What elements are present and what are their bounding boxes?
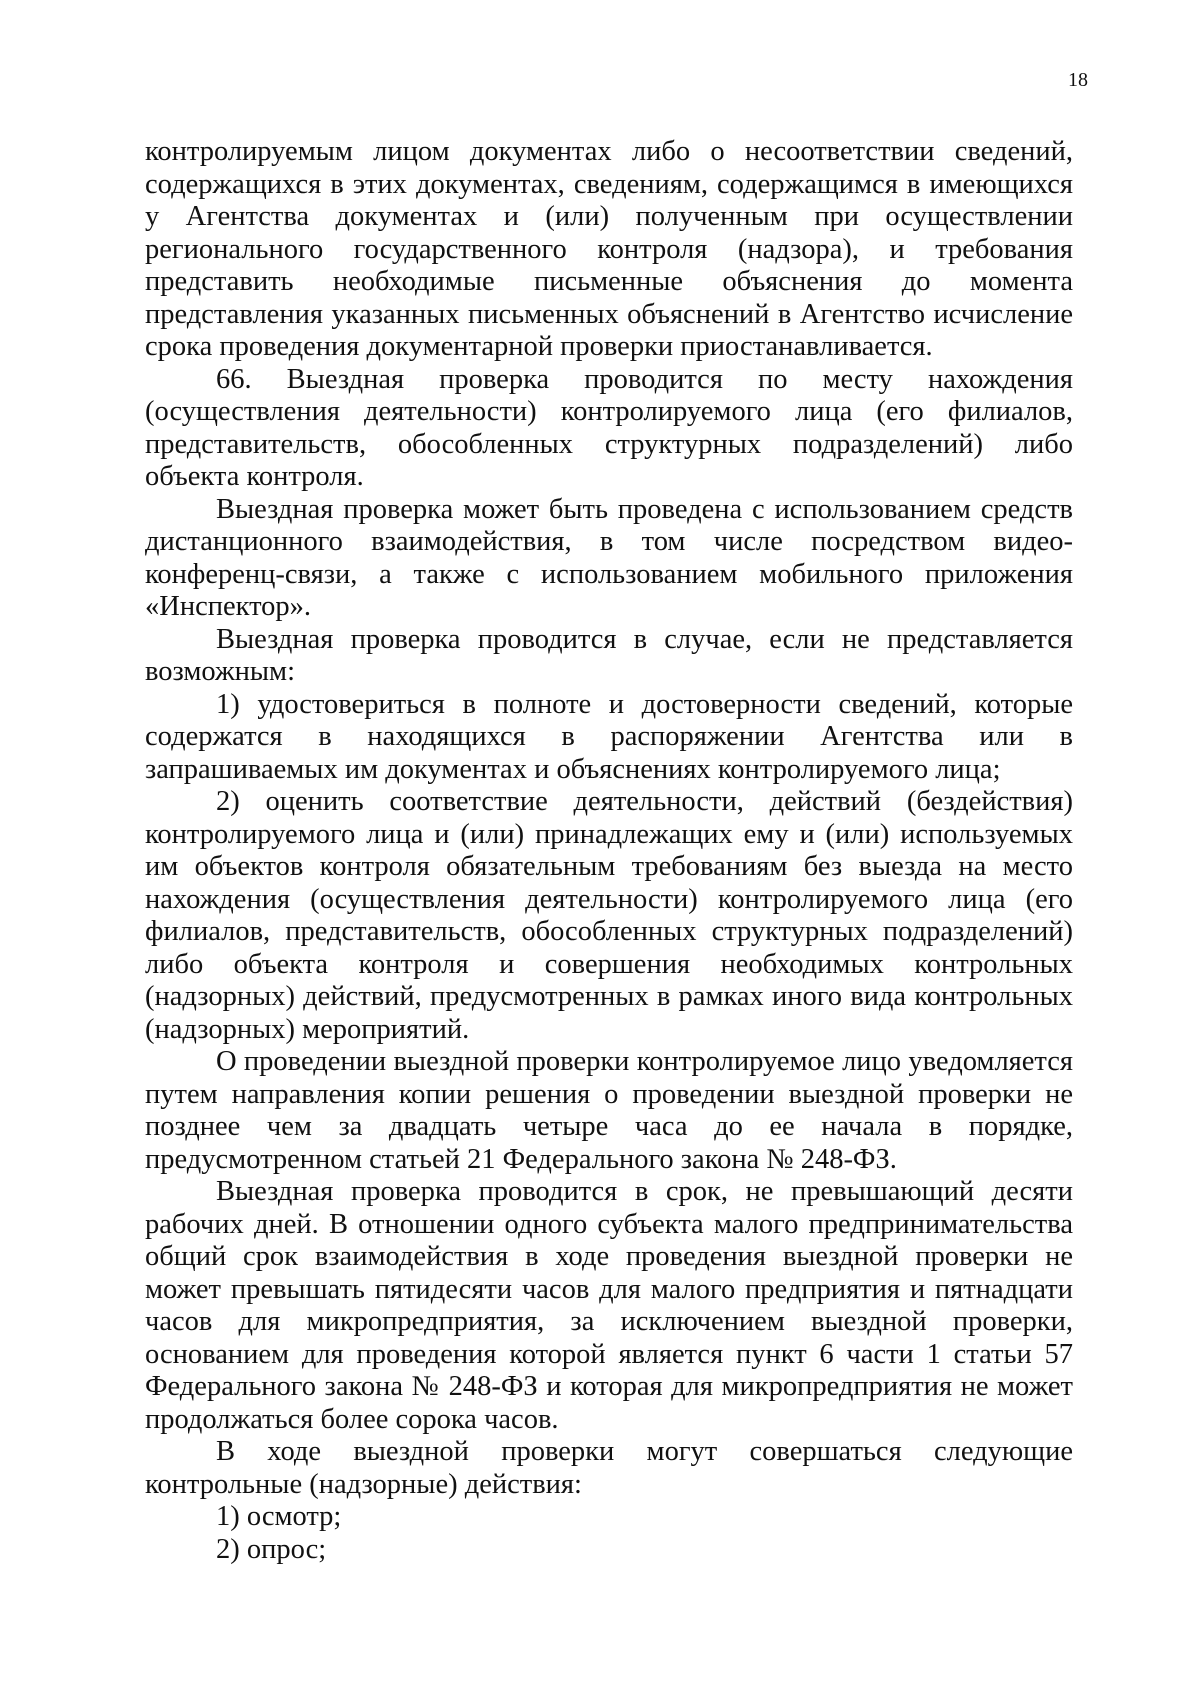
- page-number: 18: [1068, 69, 1088, 91]
- paragraph-item-66: 66. Выездная проверка проводится по месту нахождения (осуществления деятельности) контролируемого лица (его филиалов, представительств, обособленных структурных подразделений) либо объекта контроля.: [145, 363, 1073, 492]
- paragraph-condition-1: 1) удостовериться в полноте и достоверности сведений, которые содержатся в находящихся в распоряжении Агентства или в запрашиваемых им документах и объяснениях контролируемого лица;: [145, 688, 1073, 785]
- paragraph-notification: О проведении выездной проверки контролируемое лицо уведомляется путем направления копии решения о проведении выездной проверки не позднее чем за двадцать четыре часа до ее начала в порядке, предусмотренном статьей 21 Федерального закона № 248-ФЗ.: [145, 1046, 1073, 1175]
- paragraph-duration: Выездная проверка проводится в срок, не превышающий десяти рабочих дней. В отношении одного субъекта малого предпринимательства общий срок взаимодействия в ходе проведения выездной проверки не может превышать пятидесяти часов для малого предприятия и пятнадцати часов для микропредприятия, за исключением выездной проверки, основанием для проведения которой является пункт 6 части 1 статьи 57 Федерального закона № 248-ФЗ и которая для микропредприятия не может продолжаться более сорока часов.: [145, 1176, 1073, 1435]
- list-item-inspection: 1) осмотр;: [216, 1501, 342, 1532]
- paragraph-condition-2: 2) оценить соответствие деятельности, действий (бездействия) контролируемого лица и (или) принадлежащих ему и (или) используемых им объектов контроля обязательным требованиям без выезда на место нахождения (осуществления деятельности) контролируемого лица (его филиалов, представительств, обособленных структурных подразделений) либо объекта контроля и совершения необходимых контрольных (надзорных) действий, предусмотренных в рамках иного вида контрольных (надзорных) мероприятий.: [145, 786, 1073, 1045]
- paragraph-remote-inspection: Выездная проверка может быть проведена с использованием средств дистанционного взаимодействия, в том числе посредством видео-конференц-связи, а также с использованием мобильного приложения «Инспектор».: [145, 493, 1073, 622]
- list-item-survey: 2) опрос;: [216, 1533, 327, 1565]
- paragraph-continuation: контролируемым лицом документах либо о несоответствии сведений, содержащихся в этих документах, сведениям, содержащимся в имеющихся у Агентства документах и (или) полученным при осуществлении регионального государственного контроля (надзора), и требования представить необходимые письменные объяснения до момента представления указанных письменных объяснений в Агентство исчисление срока проведения документарной проверки приостанавливается.: [145, 136, 1073, 362]
- document-body: [145, 136, 1073, 1566]
- paragraph-actions-intro: В ходе выездной проверки могут совершаться следующие контрольные (надзорные) действия:: [145, 1436, 1073, 1500]
- paragraph-conditions-intro: Выездная проверка проводится в случае, если не представляется возможным:: [145, 623, 1073, 687]
